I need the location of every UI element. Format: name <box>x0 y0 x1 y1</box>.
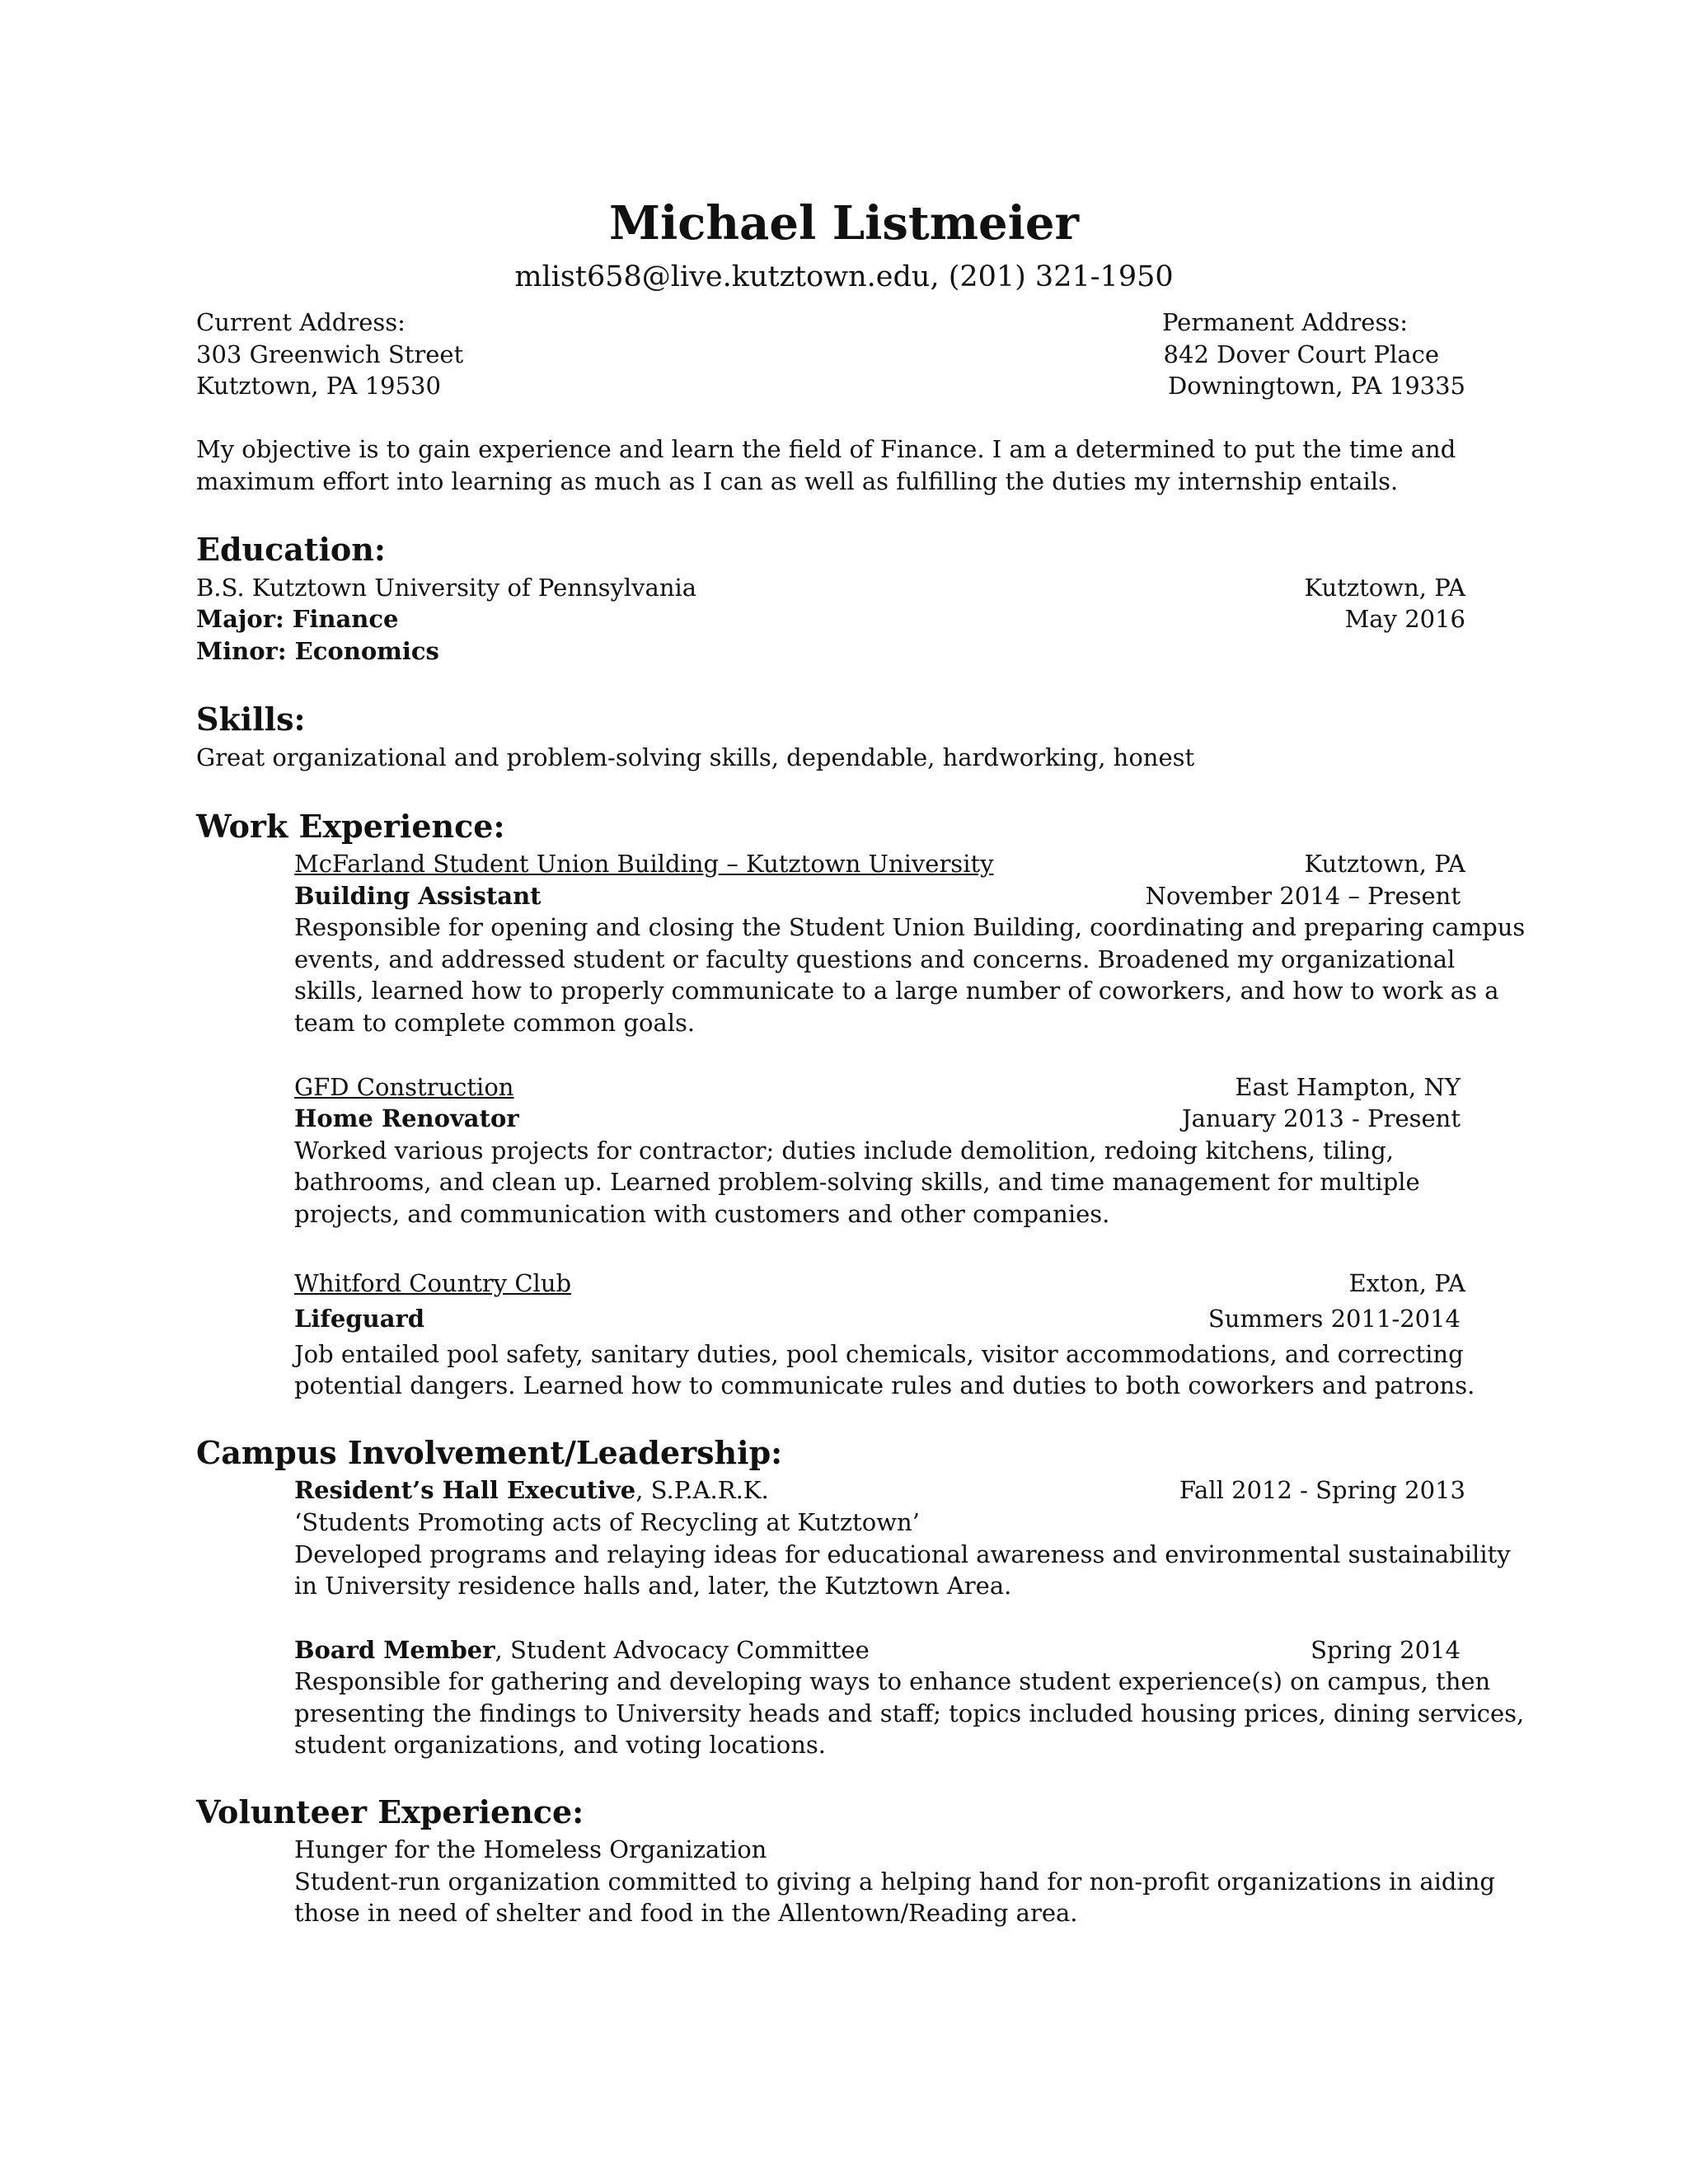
campus-role-dates: Fall 2012 - Spring 2013 <box>1179 1476 1465 1504</box>
permanent-address-label: Permanent Address: <box>1161 308 1408 336</box>
job-description-line: Responsible for opening and closing the Student Union Building, coordinating and preparing campus <box>294 913 1526 941</box>
job-description-line: team to complete common goals. <box>294 1009 696 1037</box>
current-address-label: Current Address: <box>196 308 406 336</box>
job-description-line: events, and addressed student or faculty questions and concerns. Broadened my organizational <box>294 945 1456 973</box>
campus-role-title <box>294 1634 870 1666</box>
objective-line2: maximum effort into learning as much as I can as well as fulfilling the duties my internship entails. <box>196 467 1399 495</box>
campus-role-title <box>294 1474 769 1507</box>
permanent-address-line1: 842 Dover Court Place <box>1163 340 1439 368</box>
campus-role-line: student organizations, and voting locations. <box>294 1731 826 1759</box>
role-org: , S.P.A.R.K. <box>635 1476 769 1504</box>
volunteer-org: Hunger for the Homeless Organization <box>294 1835 767 1863</box>
job-title: Home Renovator <box>294 1104 519 1132</box>
campus-role-line: in University residence halls and, later, the Kutztown Area. <box>294 1572 1012 1600</box>
education-heading: Education: <box>196 531 386 568</box>
campus-role-line: presenting the findings to University heads and staff; topics included housing prices, dining services, <box>294 1699 1525 1727</box>
job-employer: McFarland Student Union Building – Kutztown University <box>294 850 994 878</box>
role-name: Board Member <box>294 1636 495 1664</box>
job-description-line: Job entailed pool safety, sanitary duties, pool chemicals, visitor accommodations, and correcting <box>294 1340 1464 1368</box>
job-description-line: skills, learned how to properly communicate to a large number of coworkers, and how to work as a <box>294 977 1499 1005</box>
education-date: May 2016 <box>1344 605 1465 633</box>
campus-role-line: ‘Students Promoting acts of Recycling at Kutztown’ <box>294 1508 920 1536</box>
campus-heading: Campus Involvement/Leadership: <box>196 1434 783 1471</box>
skills-heading: Skills: <box>196 701 306 738</box>
campus-role-line: Developed programs and relaying ideas for educational awareness and environmental sustainability <box>294 1540 1511 1568</box>
job-location: Exton, PA <box>1348 1269 1465 1297</box>
job-employer: GFD Construction <box>294 1073 514 1101</box>
campus-role-dates: Spring 2014 <box>1311 1636 1461 1664</box>
contact-line: mlist658@live.kutztown.edu, (201) 321-1950 <box>514 260 1174 293</box>
job-dates: Summers 2011-2014 <box>1207 1305 1461 1333</box>
work-heading: Work Experience: <box>196 808 505 845</box>
job-dates: November 2014 – Present <box>1145 882 1461 910</box>
job-title: Building Assistant <box>294 882 542 910</box>
volunteer-line: those in need of shelter and food in the Allentown/Reading area. <box>294 1899 1078 1927</box>
job-employer: Whitford Country Club <box>294 1269 572 1297</box>
current-address-line2: Kutztown, PA 19530 <box>196 372 441 400</box>
job-description-line: potential dangers. Learned how to communicate rules and duties to both coworkers and patrons. <box>294 1371 1475 1399</box>
current-address-line1: 303 Greenwich Street <box>196 340 464 368</box>
job-location: East Hampton, NY <box>1235 1073 1461 1101</box>
job-location: Kutztown, PA <box>1304 850 1465 878</box>
volunteer-heading: Volunteer Experience: <box>196 1793 584 1830</box>
skills-text: Great organizational and problem-solving skills, dependable, hardworking, honest <box>196 743 1195 771</box>
role-org: , Student Advocacy Committee <box>495 1636 870 1664</box>
education-major: Major: Finance <box>196 605 399 633</box>
education-degree: B.S. Kutztown University of Pennsylvania <box>196 574 697 602</box>
permanent-address-line2: Downingtown, PA 19335 <box>1167 372 1465 400</box>
job-description-line: bathrooms, and clean up. Learned problem-solving skills, and time management for multiple <box>294 1168 1420 1196</box>
education-minor: Minor: Economics <box>196 637 439 665</box>
candidate-name: Michael Listmeier <box>608 196 1080 251</box>
campus-role-line: Responsible for gathering and developing ways to enhance student experience(s) on campus, then <box>294 1667 1491 1695</box>
volunteer-line: Student-run organization committed to giving a helping hand for non-profit organizations in aiding <box>294 1868 1495 1896</box>
objective-line1: My objective is to gain experience and learn the field of Finance. I am a determined to put the time and <box>196 435 1456 463</box>
education-location: Kutztown, PA <box>1304 574 1465 602</box>
job-description-line: projects, and communication with customers and other companies. <box>294 1200 1110 1228</box>
job-dates: January 2013 - Present <box>1182 1104 1461 1132</box>
job-title: Lifeguard <box>294 1305 425 1333</box>
job-description-line: Worked various projects for contractor; duties include demolition, redoing kitchens, tiling, <box>294 1137 1394 1165</box>
role-name: Resident’s Hall Executive <box>294 1476 636 1504</box>
